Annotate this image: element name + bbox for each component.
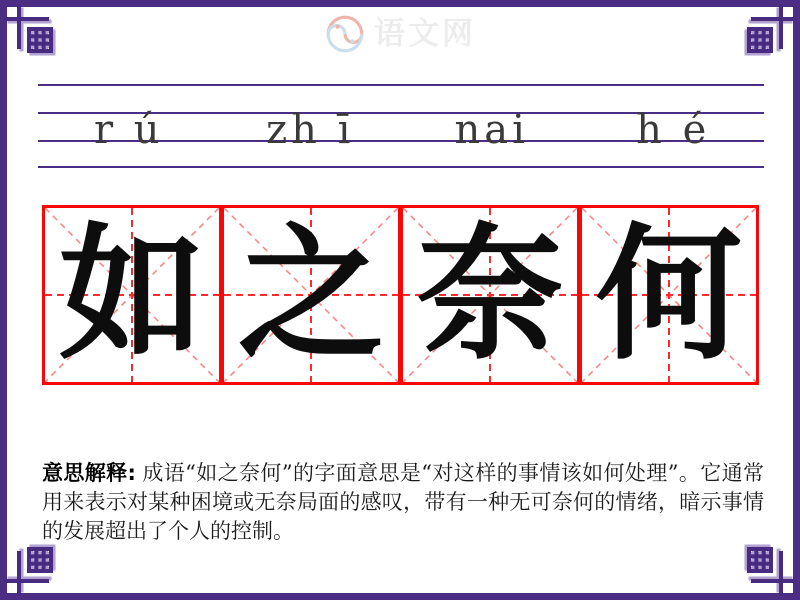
corner-ornament-icon — [5, 543, 57, 595]
definition-paragraph — [42, 459, 764, 546]
definition-label: 意思解释: — [42, 461, 136, 485]
pinyin-guide — [38, 84, 764, 168]
character-box — [42, 205, 222, 385]
idiom-character: 奈 — [417, 209, 563, 380]
pinyin-syllable: nai — [454, 107, 529, 153]
character-box — [221, 205, 401, 385]
corner-ornament-icon — [743, 543, 795, 595]
idiom-character: 之 — [238, 209, 384, 380]
character-box — [400, 205, 580, 385]
character-box — [579, 205, 759, 385]
pinyin-row — [38, 84, 764, 153]
site-logo — [0, 13, 800, 55]
idiom-character: 何 — [596, 209, 742, 380]
site-name: 语文网 — [374, 15, 476, 52]
pinyin-syllable: h é — [636, 107, 711, 153]
pinyin-guide-line — [38, 166, 764, 168]
definition-text: 成语“如之奈何”的字面意思是“对这样的事情该如何处理”。它通常用来表示对某种困境或无奈局面的感叹，带有一种无可奈何的情绪，暗示事情的发展超出了个人的控制。 — [42, 461, 764, 543]
character-grid — [42, 205, 759, 385]
twin-fish-logo-icon — [324, 13, 366, 55]
pinyin-syllable: zh ī — [266, 107, 355, 153]
idiom-character: 如 — [59, 209, 205, 380]
pinyin-syllable: r ú — [93, 107, 164, 153]
